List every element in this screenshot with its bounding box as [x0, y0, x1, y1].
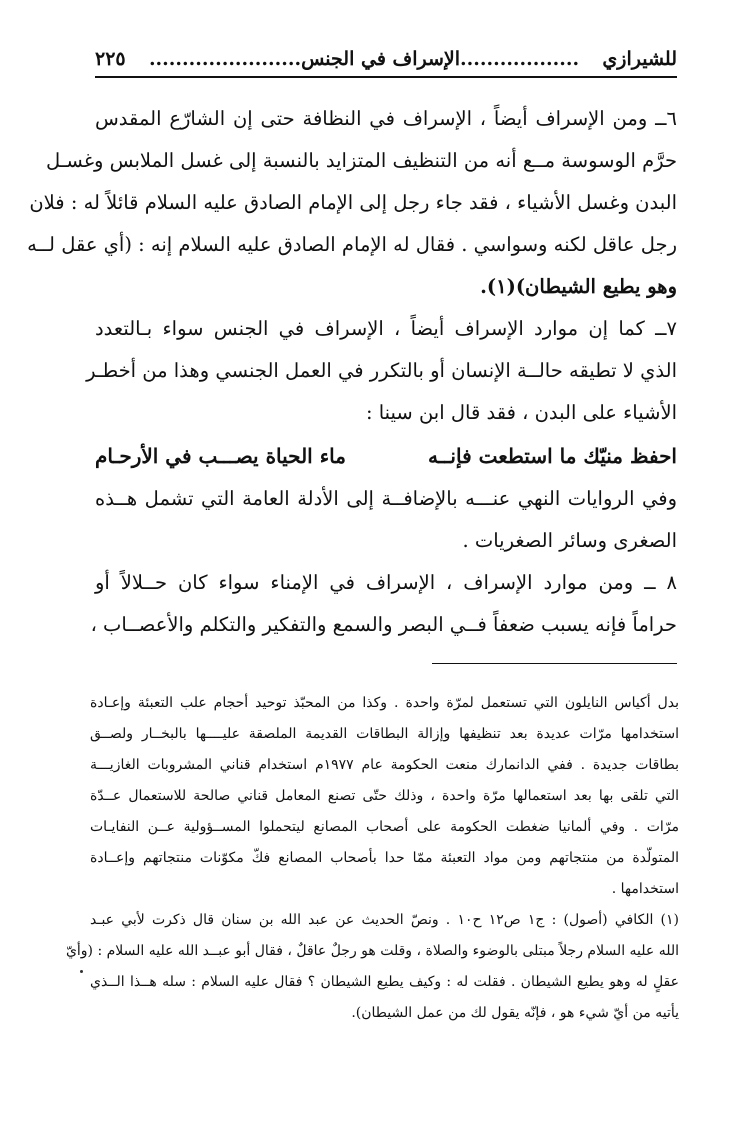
footnote-line: المتولّدة من منتجاتهم ومن مواد التعبئة ممّا حدا بأصحاب المصانع فكّ مكوّنات منتجاتهم وإعــادة [90, 850, 679, 866]
main-text [27, 98, 677, 646]
text-line: رجل عاقل لكنه وسواسي . فقال له الإمام الصادق عليه السلام إنه : (أي عقل لــه [27, 233, 677, 256]
footnote-line: استخدامها . [611, 881, 679, 897]
footnote-line: بدل أكياس النايلون التي تستعمل لمرّة واحدة . وكذا من المحبّذ توحيد أحجام علب التعبئة وإعـادة [90, 695, 679, 711]
text-line: ٦ــ ومن الإسراف أيضاً ، الإسراف في النظافة حتى إن الشارّع المقدس [95, 107, 677, 130]
text-line: الذي لا تطيقه حالــة الإنسان أو بالتكرر في العمل الجنسي وهذا من أخطـر [86, 359, 677, 382]
paragraph-6 [27, 98, 677, 308]
paragraph-riwayat [95, 478, 677, 562]
text-line: حراماً فإنه يسبب ضعفاً فــي البصر والسمع والتفكير والتكلم والأعصــاب ، [90, 613, 677, 636]
footnote-line: مرّات . وفي ألمانيا ضغطت الحكومة على أصحاب المصانع ليتحملوا المســؤولية عــن النفايـات [90, 819, 679, 835]
text-line: الصغرى وسائر الصغريات . [462, 529, 677, 552]
footnote-line: يأتيه من أيّ شيء هو ، فإنّه يقول لك من عمل الشيطان). [351, 1005, 679, 1021]
verse-hemistich-1: احفظ منيّك ما استطعت فإنــه [427, 444, 677, 468]
text-line: البدن وغسل الأشياء ، فقد جاء رجل إلى الإمام الصادق عليه السلام قائلاً له : فلان [29, 191, 677, 214]
page-number: ٢٢٥ [95, 48, 126, 70]
paragraph-7 [86, 308, 677, 434]
text-line: ٨ ــ ومن موارد الإسراف ، الإسراف في الإمناء سواء كان حــلالاً أو [95, 571, 677, 594]
footnote-line: عقلٍ له وهو يطيع الشيطان . فقلت له : وكيف يطيع الشيطان ؟ فقال عليه السلام : سله هــذا الــذي [90, 974, 679, 990]
footnote-line: (١) الكافي (أصول) : ج١ ص١٢ ح١٠ . ونصّ الحديث عن عبد الله بن سنان قال ذكرت لأبي عبـد [90, 912, 679, 928]
verse-hemistich-2: ماء الحياة يصـــب في الأرحـام [95, 444, 346, 468]
text-line: حرَّم الوسوسة مــع أنه من التنظيف المتزايد بالنسبة إلى غسل الملابس وغسـل [45, 149, 677, 172]
text-line: ٧ــ كما إن موارد الإسراف أيضاً ، الإسراف في الجنس سواء بـالتعدد [95, 317, 677, 340]
footnote-line: التي تلقى بها بعد استعمالها مرّة واحدة ، وذلك حتّى تصنع المعامل قناني صالحة للاستعمال عــدّة [90, 788, 679, 804]
footnote-line: بطاقات جديدة . ففي الدانمارك منعت الحكومة عام ١٩٧٧م استخدام قناني المشروبات الغازيـــة [90, 757, 679, 773]
footnotes [65, 688, 679, 1029]
margin-dot [80, 970, 83, 973]
footnote-line: الله عليه السلام رجلاً مبتلى بالوضوء والصلاة ، وقلت هو رجلٌ عاقلٌ ، فقال أبو عبــد الله عليه السلام : (وأيّ [65, 943, 679, 959]
text-line: وهو يطيع الشيطان)(١). [480, 275, 677, 298]
header-author: للشيرازي [602, 48, 677, 70]
footnote-1 [65, 905, 679, 1029]
paragraph-8 [90, 562, 677, 646]
footnote-line: استخدامها مرّات عديدة بعد تنظيفها وإزالة البطاقات القديمة الملصقة عليــــها بالبخــار ولصــق [90, 726, 679, 742]
header-title: الإسراف في الجنس [301, 48, 461, 70]
footnote-continued [90, 688, 679, 905]
poem-verse [95, 434, 677, 478]
text-line: الأشياء على البدن ، فقد قال ابن سينا : [365, 401, 677, 424]
footnote-separator [432, 663, 677, 664]
header-dots-left: ....................... [148, 48, 302, 70]
header-title-line [126, 48, 603, 70]
running-header [95, 42, 677, 78]
header-dots-right: .................. [460, 48, 580, 70]
text-line: وفي الروايات النهي عنـــه بالإضافــة إلى الأدلة العامة التي تشمل هــذه [95, 487, 677, 510]
